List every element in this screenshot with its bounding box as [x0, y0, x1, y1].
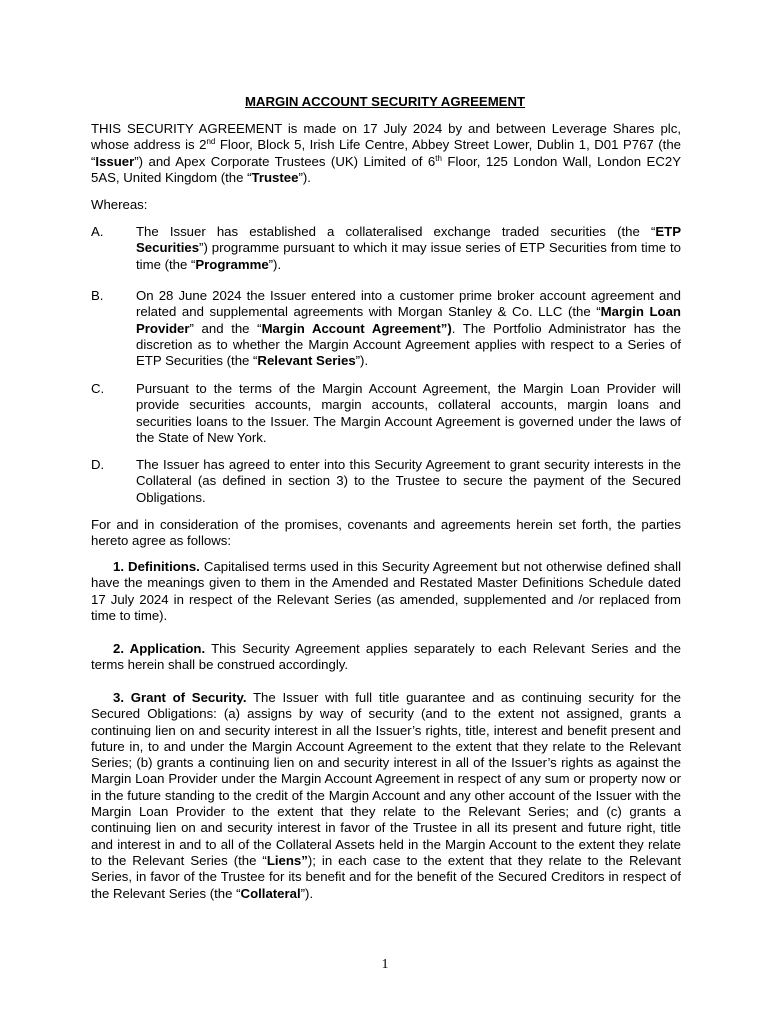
defined-term: Liens”	[266, 852, 308, 868]
section-text: Capitalised terms used in this Security Agreement but not otherwise defined shall have the meanings given to them in the Amended and Restated Master Definitions Schedule dated 17 July 2024 in respect of the Relevant Series (as amended, supplemented and /or replaced from time to time).	[91, 559, 682, 623]
section-text: ); in each case to the extent that they relate to the Relevant Series, in favor of the Trustee for its benefit and for the benefit of the Secured Creditors in respect of the Relevant Series (the “	[91, 852, 681, 901]
section-text: ”).	[300, 885, 314, 901]
ordinal-suffix: th	[435, 153, 442, 163]
section-definitions	[91, 559, 681, 624]
intro-text: THIS SECURITY AGREEMENT is made on 17 July 2024 by and between Leverage Shares plc, whose address is 2	[91, 121, 681, 153]
consideration-paragraph: For and in consideration of the promises, covenants and agreements herein set forth, the parties hereto agree as follows:	[91, 517, 681, 549]
recital-text: The Issuer has agreed to enter into this Security Agreement to grant security interests in the Collateral (as defined in section 3) to the Trustee to secure the payment of the Secured Obligations.	[136, 457, 681, 505]
recital-b	[91, 288, 681, 369]
section-grant-of-security	[91, 690, 681, 902]
section-heading: 1. Definitions.	[113, 559, 200, 574]
defined-term: Collateral	[240, 885, 301, 901]
recital-letter: A.	[91, 224, 104, 239]
section-text: The Issuer with full title guarantee and as continuing security for the Secured Obligations: (a) assigns by way of security (and to the extent not assigned, grants a continuing lien on and security interest in all the Issuer’s rights, title, interest and benefit present and future in, to and under the Margin Account Agreement to the extent that they relate to the Relevant Series; (b) grants a continuing lien on and security interest in all of the Issuer’s rights as against the Margin Loan Provider under the Margin Account Agreement in respect of any sum or property now or in the future standing to the credit of the Margin Account and any other account of the Issuer with the Margin Loan Provider to the extent that they relate to the Relevant Series; and (c) grants a continuing lien on and security interest in favor of the Trustee in all its present and future right, title and interest in and to all of the Collateral Assets held in the Margin Account to the extent they relate to the Relevant Series (the “	[91, 690, 681, 868]
recital-a	[91, 224, 681, 273]
defined-term: Margin Account Agreement”)	[261, 320, 452, 336]
defined-term: ETP Securities	[136, 224, 681, 256]
defined-term: Margin Loan Provider	[136, 304, 681, 336]
document-title: MARGIN ACCOUNT SECURITY AGREEMENT	[244, 94, 526, 109]
intro-paragraph	[91, 121, 681, 186]
intro-text: Floor, 125 London Wall, London EC2Y 5AS, United Kingdom (the “	[91, 153, 681, 185]
section-heading: 2. Application.	[113, 641, 206, 656]
recital-c	[91, 381, 681, 446]
defined-term: Programme	[195, 256, 269, 272]
recital-letter: C.	[91, 381, 105, 396]
whereas-label: Whereas:	[91, 197, 148, 212]
intro-text: ”) and Apex Corporate Trustees (UK) Limited of 6	[134, 153, 436, 169]
section-heading: 3. Grant of Security.	[113, 690, 247, 705]
defined-term: Relevant Series	[257, 353, 356, 369]
intro-text: ”).	[298, 169, 311, 185]
defined-term: Trustee	[251, 169, 299, 185]
page-number: 1	[381, 957, 389, 972]
recital-text: On 28 June 2024 the Issuer entered into a customer prime broker account agreement and related and supplemental agreements with Morgan Stanley & Co. LLC (the “Margin Loan Provider” and the “Margin Account Agreement”). The Portfolio Administrator has the discretion as to whether the Margin Account Agreement applies with respect to a Series of ETP Securities (the “Relevant Series”).	[136, 288, 681, 369]
section-text: This Security Agreement applies separately to each Relevant Series and the terms herein shall be construed accordingly.	[91, 641, 681, 673]
ordinal-suffix: nd	[206, 137, 216, 147]
recital-text: Pursuant to the terms of the Margin Account Agreement, the Margin Loan Provider will provide securities accounts, margin accounts, collateral accounts, margin loans and securities loans to the Issuer. The Margin Account Agreement is governed under the laws of the State of New York.	[136, 381, 681, 445]
intro-text: Floor, Block 5, Irish Life Centre, Abbey Street Lower, Dublin 1, D01 P767 (the “	[91, 137, 681, 169]
recital-text: The Issuer has established a collateralised exchange traded securities (the “ETP Securities”) programme pursuant to which it may issue series of ETP Securities from time to time (the “Programme”).	[136, 224, 681, 272]
section-application	[91, 641, 681, 674]
recital-d	[91, 457, 681, 506]
recital-letter: B.	[91, 288, 104, 303]
recital-letter: D.	[91, 457, 105, 472]
defined-term: Issuer	[95, 153, 135, 169]
